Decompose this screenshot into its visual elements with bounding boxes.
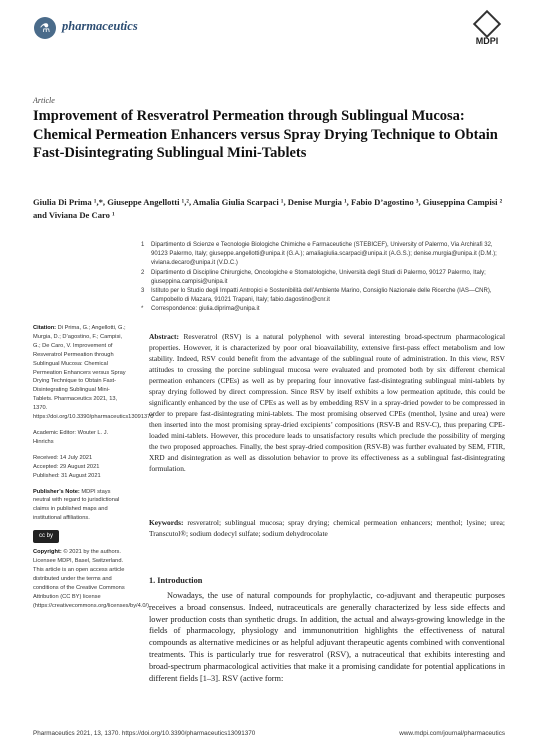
section-heading: 1. Introduction — [149, 576, 203, 585]
affiliation-number: 3 — [141, 288, 145, 295]
affiliation-number: 2 — [141, 269, 145, 276]
journal-logo-icon: ⚗ — [34, 17, 56, 39]
copyright-text: © 2021 by the authors. Licensee MDPI, Basel, Switzerland. This article is an open access article distributed under the terms and conditions of the Creative Commons Attribution (CC BY) license (https://creativecommons.org/licenses/by/4.0/). — [33, 549, 151, 609]
affiliation-text: Dipartimento di Scienze e Tecnologie Biologiche Chimiche e Farmaceutiche (STEBICEF), University of Palermo, Via Archirafi 32, 90123 Palermo, Italy; giuseppe.angellotti@unipa.it (G.A.); amaliagiulia.scarpaci@unipa.it (A.G.S.); denise.murgia@unipa.it (D.M.); viviana.decaro@unipa.it (V.D.C.) — [151, 242, 497, 267]
publisher-note-label: Publisher’s Note: — [33, 488, 80, 495]
footer-citation[interactable]: Pharmaceutics 2021, 13, 1370. https://doi.org/10.3390/pharmaceutics13091370 — [33, 730, 256, 737]
publisher-logo — [470, 14, 504, 46]
abstract — [149, 331, 505, 474]
keywords-label: Keywords: — [149, 518, 184, 527]
copyright-label: Copyright: — [33, 549, 62, 556]
affiliations — [141, 241, 506, 315]
copyright-block — [33, 548, 151, 610]
abstract-label: Abstract: — [149, 332, 179, 341]
affiliation-number: 1 — [141, 242, 145, 248]
article-type: Article — [33, 96, 55, 105]
citation-text[interactable]: Di Prima, G.; Angellotti, G.; Murgia, D.; D’agostino, F.; Campisi, G.; De Caro, V. Improvement of Resveratrol Permeation through Sublingual Mucosa: Chemical Permeation Enhancers versus Spray Drying Technique to Obtain Fast-Disintegrating Sublingual Mini-Tablets. Pharmaceutics 2021, 13, 1370. https://doi.org/10.3390/pharmaceutics13091370 — [33, 325, 154, 421]
keywords — [149, 517, 505, 539]
article-sidebar — [33, 324, 154, 617]
affiliation-item — [141, 287, 506, 305]
academic-editor: Academic Editor: Wouter L. J. Hinrichs — [33, 429, 109, 445]
published-date: Published: 31 August 2021 — [33, 472, 101, 479]
received-date: Received: 14 July 2021 — [33, 454, 93, 461]
affiliation-text: Istituto per lo Studio degli Impatti Antropici e Sostenibilità dell’Ambiente Marino, Consiglio Nazionale delle Ricerche (IAS—CNR), Campobello di Mazara, 91021 Trapani, Italy; fabio.dagostino@cnr.it — [151, 288, 492, 304]
introduction-paragraph: Nowadays, the use of natural compounds for prophylactic, co-adjuvant and therapeutic purposes receives a broad consensus. Indeed, nutraceuticals are generally characterized by less side effects and lower production costs than synthetic drugs. In addition, the actual and always-growing knowledge in the fields of pharmacology, physiology and immunonutrition highlights the effectiveness of natural compounds as alternative medicines or as helpful adjuvant therapeutic agents combined with conventional treatments. This is particularly true for resveratrol (RSV), a nutraceutical that exhibits interesting and broad-spectrum pharmacological activities that make it a promising candidate for potential applications in different fields [1–3]. RSV (active form: — [149, 591, 505, 683]
affiliation-number: * — [141, 306, 144, 313]
footer-journal-url[interactable]: www.mdpi.com/journal/pharmaceutics — [399, 730, 505, 737]
citation-label: Citation: — [33, 325, 57, 331]
publisher-name: MDPI — [475, 36, 499, 46]
keywords-text: resveratrol; sublingual mucosa; spray drying; chemical permeation enhancers; menthol; lysine; urea; Transcutol®; sodium dodecyl sulfate; sodium dehydrocolate — [149, 518, 505, 538]
journal-name: pharmaceutics — [62, 19, 138, 33]
abstract-text: Resveratrol (RSV) is a natural polyphenol with several interesting broad-spectrum pharmacological properties. However, it is characterized by poor oral bioavailability, extensive first-pass effect metabolism and low stability. Indeed, RSV could benefit from the advantage of the sublingual route of administration. In this view, RSV attitudes to crossing the porcine sublingual mucosa were evaluated and promoted both by six different chemical permeation enhancers (CPEs) as well as by preparing four innovative fast-disintegrating sublingual mini-tablets by spray drying followed by direct compression. Since RSV by itself exhibits a low permeation aptitude, this could be significantly enhanced by the use of CPEs as well as by embedding RSV in a spray-dried powder to be compressed in order to prepare fast-disintegrating mini-tablets. The most promising observed CPEs (menthol, lysine and urea) were then inserted into the most promising spray-dried excipients’ compositions (RSV-B and RSV-C), thus preparing CPE-loaded mini-tablets. However, this procedure leads to unsatisfactory results which preclude the possibility of merging the two proposed approaches. Finally, the best spray-dried composition (RSV-B) was further evaluated by SEM, FTIR, XRD and disintegration as well as dissolution behavior to prove its effectiveness as a sublingual fast-disintegrating formulation. — [149, 332, 505, 473]
affiliation-item — [141, 269, 506, 287]
affiliation-text: Dipartimento di Discipline Chirurgiche, Oncologiche e Stomatologiche, Università degli Studi di Palermo, 90127 Palermo, Italy; giuseppina.campisi@unipa.it — [151, 269, 486, 285]
citation-block — [33, 324, 154, 422]
cc-license-icon[interactable]: cc by — [33, 530, 59, 543]
affiliation-item — [141, 241, 506, 269]
mdpi-diamond-icon — [473, 10, 501, 38]
publisher-note — [33, 488, 129, 524]
publisher-note-text: MDPI stays neutral with regard to jurisdictional claims in published maps and institutional affiliations. — [33, 488, 120, 522]
dates-block — [33, 454, 129, 481]
accepted-date: Accepted: 29 August 2021 — [33, 463, 100, 470]
affiliation-item — [141, 305, 506, 314]
page-footer — [33, 730, 505, 737]
correspondence-text: Correspondence: giulia.diprima@unipa.it — [151, 306, 260, 313]
author-list: Giulia Di Prima ¹,*, Giuseppe Angellotti ¹,², Amalia Giulia Scarpaci ¹, Denise Murgia ¹, Fabio D’agostino ³, Giuseppina Campisi ² and Viviana De Caro ¹ — [33, 197, 503, 220]
article-title: Improvement of Resveratrol Permeation through Sublingual Mucosa: Chemical Permeation Enhancers versus Spray Drying Technique to Obtain Fast-Disintegrating Sublingual Mini-Tablets — [33, 108, 498, 161]
